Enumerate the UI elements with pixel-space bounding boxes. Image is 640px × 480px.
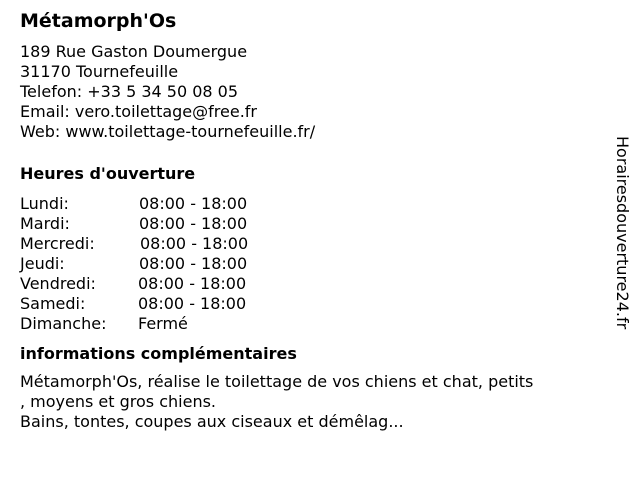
day-label: Vendredi: xyxy=(20,274,96,293)
day-hours: 08:00 - 18:00 xyxy=(139,254,248,273)
day-hours: Fermé xyxy=(138,314,188,333)
business-name: Métamorph'Os xyxy=(20,10,177,32)
hours-row-saturday xyxy=(20,294,600,314)
hours-row-thursday xyxy=(20,254,600,274)
address-line-1: 189 Rue Gaston Doumergue xyxy=(20,42,248,61)
info-line-2: , moyens et gros chiens. xyxy=(20,392,217,411)
day-label: Lundi: xyxy=(20,194,69,213)
hours-row-sunday xyxy=(20,314,600,334)
day-hours: 08:00 - 18:00 xyxy=(138,294,247,313)
web-line: Web: www.toilettage-tournefeuille.fr/ xyxy=(20,122,316,141)
info-heading: informations complémentaires xyxy=(20,344,297,363)
site-watermark: Horairesdouverture24.fr xyxy=(613,136,632,330)
hours-row-tuesday xyxy=(20,214,600,234)
day-label: Mardi: xyxy=(20,214,70,233)
info-description xyxy=(20,372,585,432)
info-line-3: Bains, tontes, coupes aux ciseaux et démêlag... xyxy=(20,412,404,431)
email-line: Email: vero.toilettage@free.fr xyxy=(20,102,257,121)
hours-heading: Heures d'ouverture xyxy=(20,164,196,183)
day-hours: 08:00 - 18:00 xyxy=(139,214,248,233)
hours-row-monday xyxy=(20,194,600,214)
day-label: Samedi: xyxy=(20,294,86,313)
day-label: Mercredi: xyxy=(20,234,95,253)
day-hours: 08:00 - 18:00 xyxy=(139,194,248,213)
day-hours: 08:00 - 18:00 xyxy=(140,234,249,253)
day-label: Jeudi: xyxy=(20,254,65,273)
info-line-1: Métamorph'Os, réalise le toilettage de vos chiens et chat, petits xyxy=(20,372,534,391)
phone-line: Telefon: +33 5 34 50 08 05 xyxy=(20,82,239,101)
day-label: Dimanche: xyxy=(20,314,107,333)
hours-row-friday xyxy=(20,274,600,294)
day-hours: 08:00 - 18:00 xyxy=(138,274,247,293)
hours-row-wednesday xyxy=(20,234,600,254)
address-line-2: 31170 Tournefeuille xyxy=(20,62,179,81)
opening-hours-table xyxy=(20,194,600,334)
business-card xyxy=(20,8,600,432)
